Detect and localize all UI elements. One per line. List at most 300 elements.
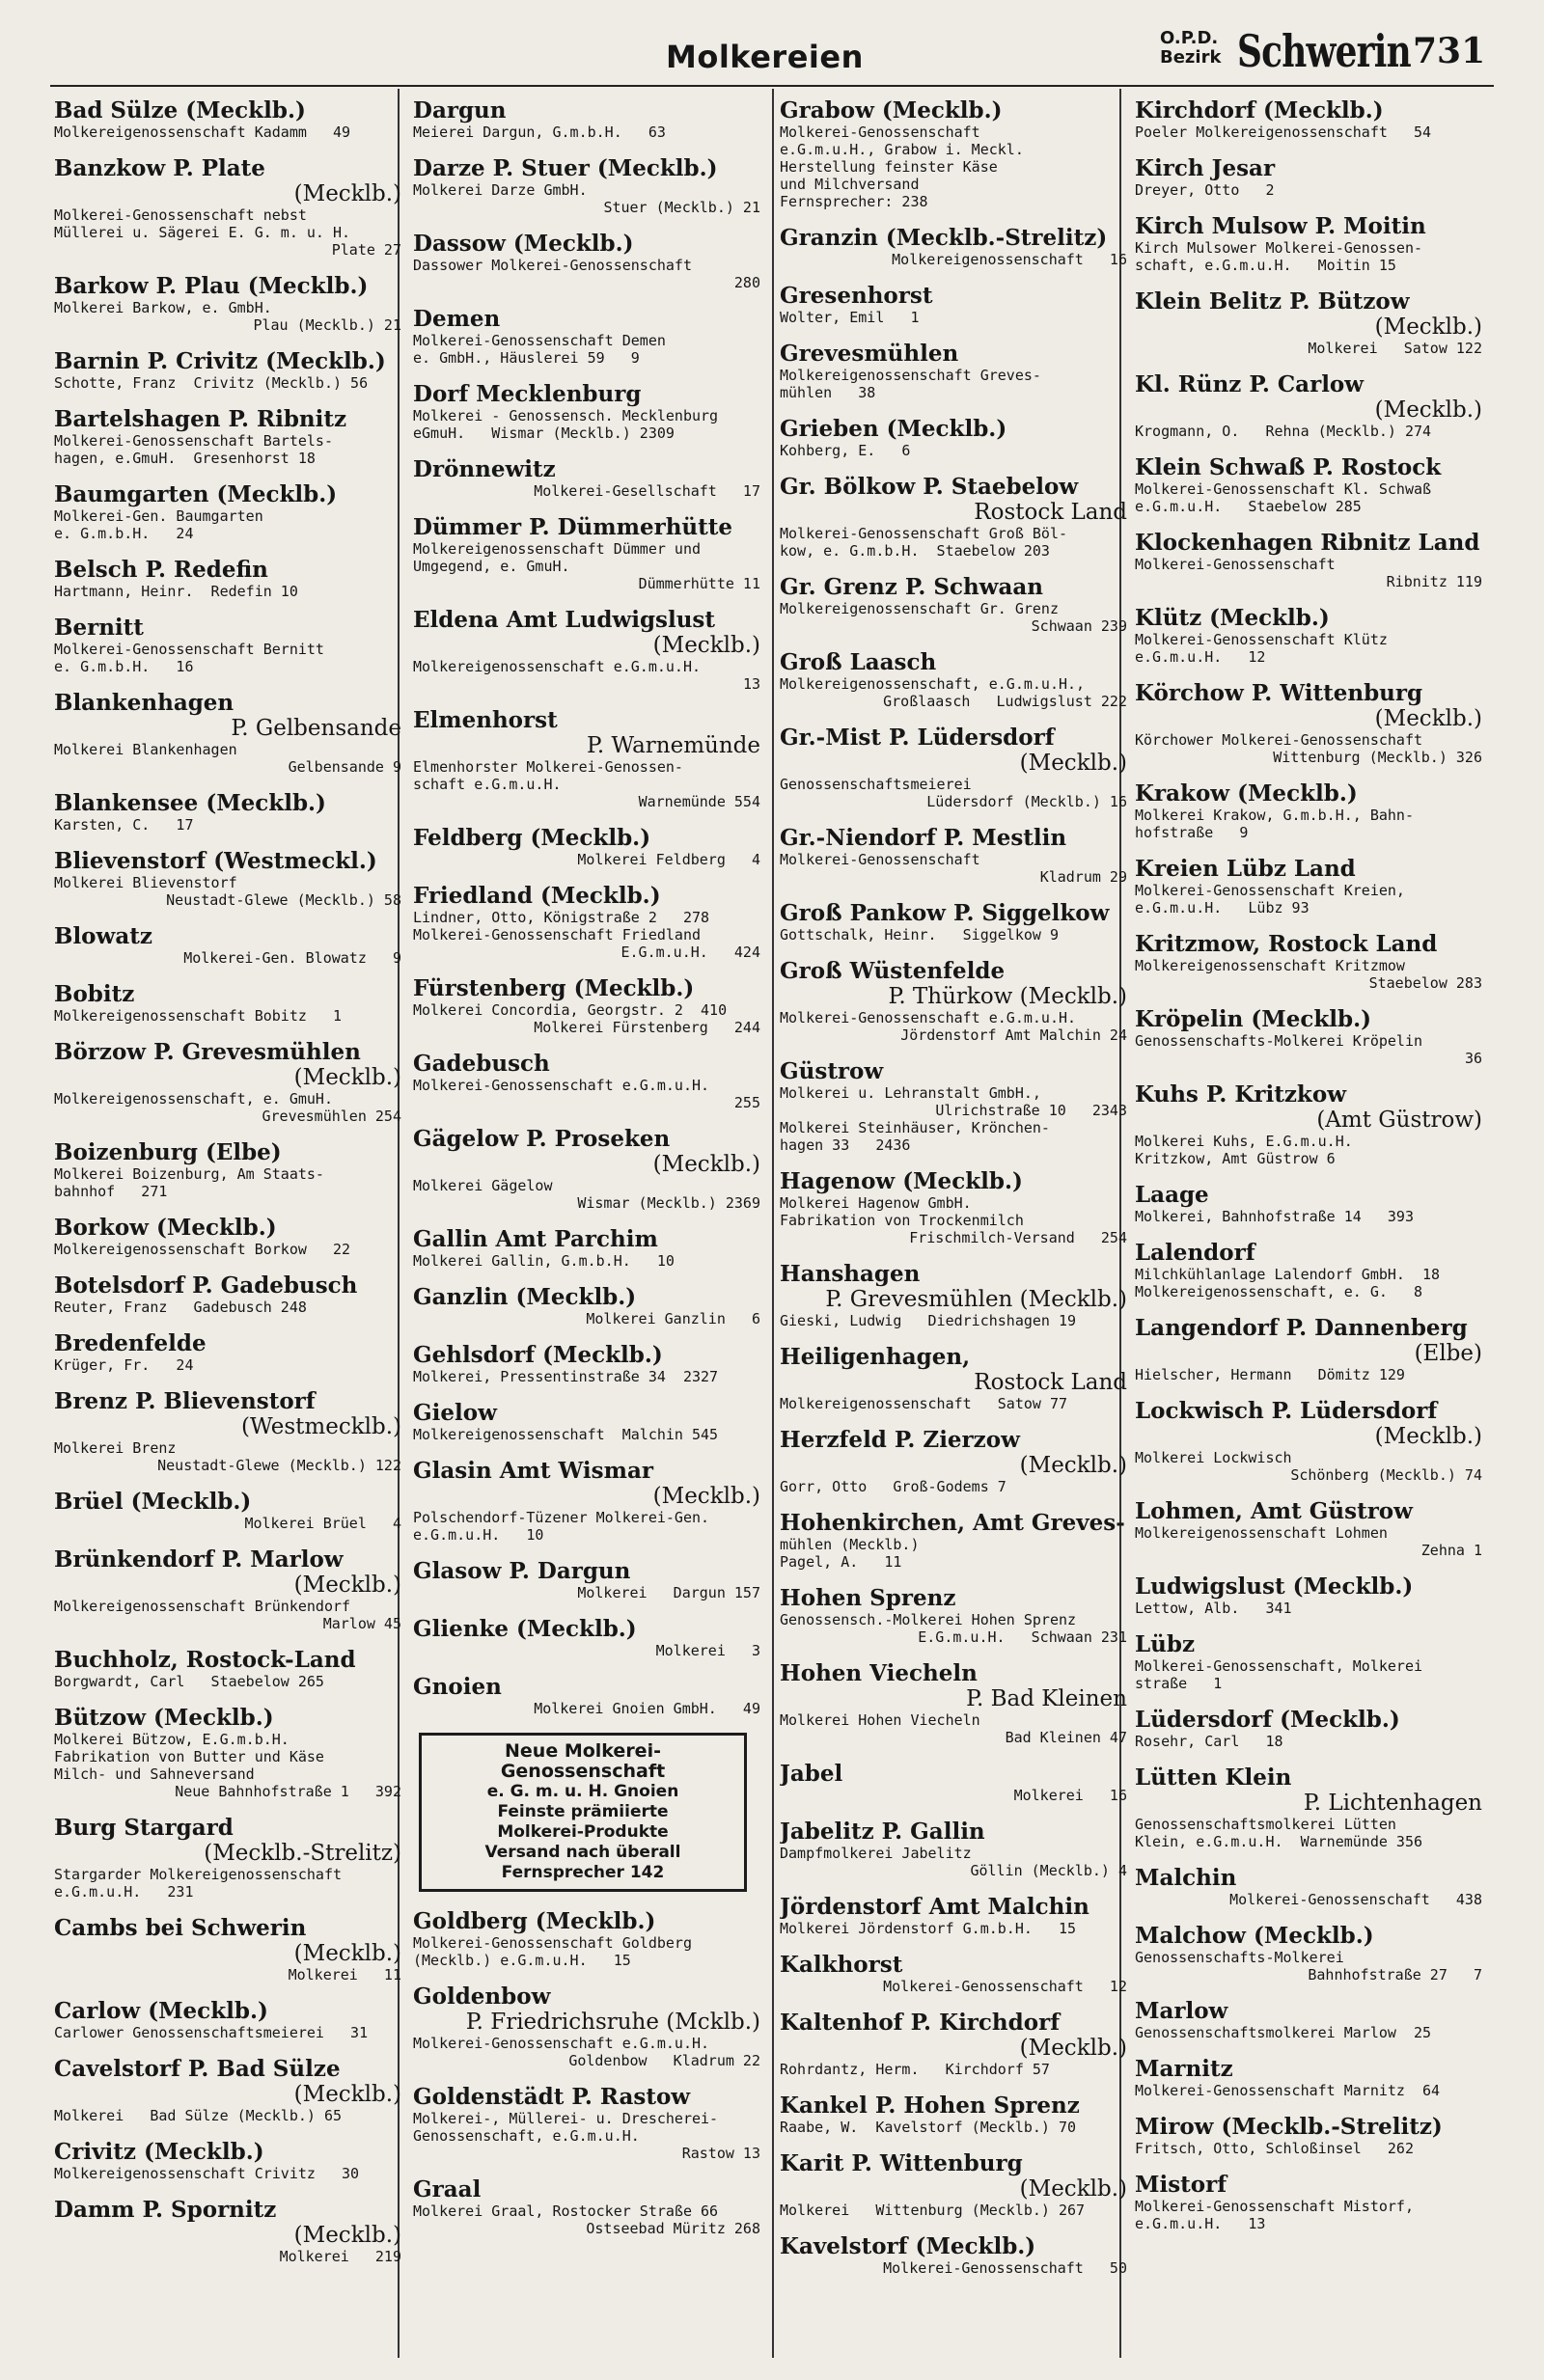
entry-line: hagen 33 2436 xyxy=(780,1136,911,1154)
directory-entry xyxy=(780,1345,1127,1412)
opd-label: O.P.D. xyxy=(1160,28,1219,48)
place-name: Hohen Viecheln xyxy=(780,1660,978,1686)
place-name: Klein Schwaß P. Rostock xyxy=(1135,454,1442,480)
directory-entry xyxy=(780,1059,1127,1154)
entry-line: Fabrikation von Butter und Käse xyxy=(54,1748,324,1765)
entry-line: Molkereigenossenschaft 16 xyxy=(892,251,1127,268)
directory-entry xyxy=(54,2140,401,2182)
place-name: Mirow (Mecklb.-Strelitz) xyxy=(1135,2114,1443,2140)
entry-line: bahnhof 271 xyxy=(54,1183,168,1200)
entry-line: Molkerei Jördenstorf G.m.b.H. 15 xyxy=(780,1920,1077,1937)
entry-line: schaft e.G.m.u.H. xyxy=(413,776,562,793)
place-name: Malchin xyxy=(1135,1865,1237,1891)
directory-entry xyxy=(54,156,401,259)
directory-entry xyxy=(1135,1241,1482,1300)
entry-line: mühlen 38 xyxy=(780,384,876,401)
place-name: Gr. Bölkow P. Staebelow xyxy=(780,474,1079,500)
place-name: Dassow (Mecklb.) xyxy=(413,231,634,257)
directory-entry xyxy=(413,156,760,216)
place-name: Mistorf xyxy=(1135,2172,1227,2198)
directory-entry xyxy=(413,457,760,500)
directory-entry xyxy=(780,2011,1127,2078)
entry-line: Krüger, Fr. 24 xyxy=(54,1356,194,1374)
directory-entry xyxy=(1135,156,1482,199)
entry-line: hagen, e.GmuH. Gresenhorst 18 xyxy=(54,450,316,467)
directory-entry xyxy=(54,1490,401,1532)
directory-entry xyxy=(780,342,1127,401)
entry-line: Hartmann, Heinr. Redefin 10 xyxy=(54,583,298,600)
place-name: Boizenburg (Elbe) xyxy=(54,1139,282,1165)
place-name: Bernitt xyxy=(54,615,144,641)
entry-line: Kladrum 29 xyxy=(1039,868,1127,886)
entry-line: Molkerei Brenz xyxy=(54,1439,177,1457)
entry-line: e.G.m.u.H. 10 xyxy=(413,1526,544,1544)
entry-line: Molkereigenossenschaft e.G.m.u.H. xyxy=(413,658,702,675)
entry-line: Molkerei-Genossenschaft Demen xyxy=(413,332,666,349)
entry-line: Karsten, C. 17 xyxy=(54,816,194,834)
place-name: Laage xyxy=(1135,1182,1209,1208)
entry-line: Kohberg, E. 6 xyxy=(780,442,911,459)
advertisement-line: Neue Molkerei-Genossenschaft xyxy=(500,1740,666,1782)
entry-line: (Mecklb.) xyxy=(293,2082,401,2107)
directory-entry xyxy=(780,1953,1127,1995)
place-name: Kalkhorst xyxy=(780,1952,903,1978)
entry-line: Molkereigenossenschaft Kritzmow xyxy=(1135,957,1405,974)
entry-line: mühlen (Mecklb.) xyxy=(780,1536,920,1553)
entry-line: e.G.m.u.H. 12 xyxy=(1135,648,1266,666)
entry-line: Neustadt-Glewe (Mecklb.) 58 xyxy=(166,891,401,909)
directory-entry xyxy=(54,1999,401,2041)
place-name: Blievenstorf (Westmeckl.) xyxy=(54,848,377,874)
directory-entry xyxy=(54,2057,401,2124)
entry-line: Molkerei Feldberg 4 xyxy=(577,851,760,868)
entry-line: kow, e. G.m.b.H. Staebelow 203 xyxy=(780,542,1050,560)
place-name: Kirch Mulsow P. Moitin xyxy=(1135,213,1426,239)
entry-line: Molkerei-Genossenschaft Bartels- xyxy=(54,432,333,450)
place-name: Kaltenhof P. Kirchdorf xyxy=(780,2010,1061,2036)
place-name: Eldena Amt Ludwigslust xyxy=(413,607,716,633)
directory-entry xyxy=(413,884,760,961)
entry-line: Molkerei Steinhäuser, Krönchen- xyxy=(780,1119,1050,1136)
place-name: Graal xyxy=(413,2176,482,2202)
entry-line: Wismar (Mecklb.) 2369 xyxy=(577,1194,760,1212)
entry-line: e.G.m.u.H., Grabow i. Meckl. xyxy=(780,141,1024,158)
place-name: Heiligenhagen, xyxy=(780,1344,971,1370)
directory-entry xyxy=(54,691,401,776)
place-name: Dümmer P. Dümmerhütte xyxy=(413,514,733,540)
entry-line: (Mecklb.) xyxy=(1019,751,1127,776)
entry-line: Krogmann, O. Rehna (Mecklb.) 274 xyxy=(1135,423,1432,440)
page-header xyxy=(0,0,1544,93)
place-name: Groß Pankow P. Siggelkow xyxy=(780,900,1110,926)
place-name: Hohenkirchen, Amt Greves- xyxy=(780,1510,1125,1536)
entry-line: 255 xyxy=(733,1094,760,1111)
place-name: Dorf Mecklenburg xyxy=(413,381,642,407)
entry-line: Molkerei-Genossenschaft Friedland xyxy=(413,926,702,944)
entry-line: e.G.m.u.H. 13 xyxy=(1135,2215,1266,2232)
entry-line: Stuer (Mecklb.) 21 xyxy=(603,199,760,216)
entry-line: (Mecklb.) xyxy=(1374,706,1482,731)
entry-line: (Mecklb.) xyxy=(1374,315,1482,340)
entry-line: Dampfmolkerei Jabelitz xyxy=(780,1845,972,1862)
entry-line: Pagel, A. 11 xyxy=(780,1553,902,1571)
entry-line: Genossenschafts-Molkerei Kröpelin xyxy=(1135,1032,1423,1050)
place-name: Kankel P. Hohen Sprenz xyxy=(780,2093,1080,2119)
entry-line: P. Bad Kleinen xyxy=(966,1686,1127,1711)
entry-line: Molkerei-Genossenschaft xyxy=(1135,556,1336,573)
entry-line: Molkerei-Genossenschaft, Molkerei xyxy=(1135,1657,1423,1675)
entry-line: straße 1 xyxy=(1135,1675,1223,1692)
place-name: Jabel xyxy=(780,1761,843,1787)
entry-line: Raabe, W. Kavelstorf (Mecklb.) 70 xyxy=(780,2119,1077,2136)
entry-line: e. G.m.b.H. 24 xyxy=(54,525,194,542)
directory-entry xyxy=(54,1916,401,1983)
entry-line: Bad Kleinen 47 xyxy=(1005,1729,1127,1746)
directory-entry xyxy=(780,1169,1127,1246)
place-name: Gresenhorst xyxy=(780,283,933,309)
entry-line: Molkerei 16 xyxy=(1013,1787,1127,1804)
directory-entry xyxy=(1135,857,1482,916)
directory-entry xyxy=(780,2093,1127,2136)
entry-line: Dümmerhütte 11 xyxy=(638,575,760,592)
entry-line: Molkereigenossenschaft, e.G.m.u.H., xyxy=(780,675,1086,693)
directory-entry xyxy=(1135,98,1482,141)
directory-entry xyxy=(1135,1007,1482,1067)
entry-line: (Mecklb.) xyxy=(293,1941,401,1966)
entry-line: Rosehr, Carl 18 xyxy=(1135,1733,1283,1750)
entry-line: Neustadt-Glewe (Mecklb.) 122 xyxy=(157,1457,401,1474)
entry-line: Genossenschaftsmolkerei Marlow 25 xyxy=(1135,2024,1432,2041)
entry-line: Molkerei-Genossenschaft Bernitt xyxy=(54,641,324,658)
entry-line: Meierei Dargun, G.m.b.H. 63 xyxy=(413,123,666,141)
directory-entry xyxy=(54,791,401,834)
entry-line: Lettow, Alb. 341 xyxy=(1135,1600,1292,1617)
advertisement-line: Molkerei-Produkte xyxy=(497,1822,669,1842)
directory-entry xyxy=(1135,289,1482,357)
place-name: Granzin (Mecklb.-Strelitz) xyxy=(780,225,1108,251)
place-name: Darze P. Stuer (Mecklb.) xyxy=(413,155,718,181)
place-name: Lüdersdorf (Mecklb.) xyxy=(1135,1707,1400,1733)
entry-line: Rostock Land xyxy=(974,1370,1127,1395)
entry-line: Milchkühlanlage Lalendorf GmbH. 18 xyxy=(1135,1266,1441,1283)
entry-line: Molkerei Kuhs, E.G.m.u.H. xyxy=(1135,1133,1353,1150)
entry-line: Gorr, Otto Groß-Godems 7 xyxy=(780,1478,1006,1495)
entry-line: Plau (Mecklb.) 21 xyxy=(253,316,401,334)
entry-line: 280 xyxy=(733,274,760,291)
entry-line: Molkerei-Genossenschaft Groß Böl- xyxy=(780,525,1068,542)
directory-entry xyxy=(54,1216,401,1258)
directory-entry xyxy=(1135,1574,1482,1617)
entry-line: Marlow 45 xyxy=(322,1615,401,1632)
entry-line: 36 xyxy=(1464,1050,1482,1067)
header-rule xyxy=(50,85,1494,87)
entry-line: Plate 27 xyxy=(331,241,401,259)
place-name: Cambs bei Schwerin xyxy=(54,1915,307,1941)
directory-entry xyxy=(54,924,401,967)
advertisement-line: Versand nach überall xyxy=(484,1843,681,1862)
entry-line: P. Lichtenhagen xyxy=(1303,1791,1482,1816)
directory-entry xyxy=(780,901,1127,944)
directory-entry xyxy=(54,482,401,542)
place-name: Hanshagen xyxy=(780,1261,921,1287)
directory-entry xyxy=(1135,1708,1482,1750)
entry-line: Molkerei 11 xyxy=(288,1966,401,1983)
advertisement-line: e. G. m. u. H. Gnoien xyxy=(486,1782,679,1801)
place-name: Blankenhagen xyxy=(54,690,234,716)
directory-entry xyxy=(54,2198,401,2265)
place-name: Glasin Amt Wismar xyxy=(413,1458,653,1484)
entry-line: Molkerei Darze GmbH. xyxy=(413,181,588,199)
directory-entry xyxy=(780,98,1127,210)
entry-line: Molkerei Hagenow GmbH. xyxy=(780,1194,972,1212)
directory-entry xyxy=(413,1909,760,1969)
place-name: Hagenow (Mecklb.) xyxy=(780,1168,1023,1194)
place-name: Blowatz xyxy=(54,923,152,949)
place-name: Kritzmow, Rostock Land xyxy=(1135,931,1438,957)
directory-entry xyxy=(1135,1399,1482,1484)
place-name: Barkow P. Plau (Mecklb.) xyxy=(54,273,369,299)
district-label xyxy=(1160,29,1221,68)
directory-entry xyxy=(54,98,401,141)
entry-line: Molkerei Gallin, G.m.b.H. 10 xyxy=(413,1252,675,1270)
entry-line: Molkerei-Genossenschaft Klütz xyxy=(1135,631,1388,648)
entry-line: e. GmbH., Häuslerei 59 9 xyxy=(413,349,640,367)
directory-entry xyxy=(54,407,401,467)
place-name: Bad Sülze (Mecklb.) xyxy=(54,98,306,123)
entry-line: Molkereigenossenschaft Brünkendorf xyxy=(54,1598,351,1615)
entry-line: (Mecklb.) xyxy=(293,2223,401,2248)
place-name: Bobitz xyxy=(54,981,135,1007)
directory-column-1 xyxy=(54,98,401,2367)
place-name: Kreien Lübz Land xyxy=(1135,856,1356,882)
directory-entry xyxy=(413,2177,760,2237)
entry-line: Molkerei-Genossenschaft Kl. Schwaß xyxy=(1135,480,1432,498)
directory-entry xyxy=(1135,531,1482,590)
directory-entry xyxy=(780,1586,1127,1646)
entry-line: Molkerei 219 xyxy=(279,2248,401,2265)
place-name: Jördenstorf Amt Malchin xyxy=(780,1894,1089,1920)
entry-line: Molkereigenossenschaft, e. GmuH. xyxy=(54,1090,333,1108)
directory-entry xyxy=(780,2234,1127,2277)
place-name: Burg Stargard xyxy=(54,1815,234,1841)
entry-line: Neue Bahnhofstraße 1 392 xyxy=(175,1783,401,1800)
directory-entry xyxy=(413,1127,760,1212)
advertisement-box xyxy=(419,1733,747,1892)
entry-line: Grevesmühlen 254 xyxy=(262,1108,401,1125)
place-name: Herzfeld P. Zierzow xyxy=(780,1427,1020,1453)
entry-line: Lüdersdorf (Mecklb.) 16 xyxy=(926,793,1127,810)
entry-line: (Mecklb.) xyxy=(652,633,760,658)
entry-line: Genossensch.-Molkerei Hohen Sprenz xyxy=(780,1611,1077,1628)
place-name: Borkow (Mecklb.) xyxy=(54,1215,277,1241)
entry-line: Umgegend, e. GmuH. xyxy=(413,558,570,575)
place-name: Demen xyxy=(413,306,501,332)
entry-line: (Amt Güstrow) xyxy=(1316,1108,1482,1133)
entry-line: Molkerei, Bahnhofstraße 14 393 xyxy=(1135,1208,1414,1225)
place-name: Ganzlin (Mecklb.) xyxy=(413,1284,637,1310)
place-name: Grevesmühlen xyxy=(780,341,959,367)
directory-entry xyxy=(780,725,1127,810)
entry-line: P. Grevesmühlen (Mecklb.) xyxy=(825,1287,1127,1312)
entry-line: Rastow 13 xyxy=(681,2145,760,2162)
entry-line: Reuter, Franz Gadebusch 248 xyxy=(54,1299,307,1316)
entry-line: Gieski, Ludwig Diedrichshagen 19 xyxy=(780,1312,1077,1329)
directory-entry xyxy=(54,1547,401,1632)
entry-line: Gottschalk, Heinr. Siggelkow 9 xyxy=(780,926,1059,944)
directory-entry xyxy=(780,417,1127,459)
entry-line: Herstellung feinster Käse xyxy=(780,158,998,176)
place-name: Damm P. Spornitz xyxy=(54,2197,277,2223)
place-name: Brenz P. Blievenstorf xyxy=(54,1388,316,1414)
entry-line: Genossenschaft, e.G.m.u.H. xyxy=(413,2127,640,2145)
advertisement-line: Feinste prämiierte xyxy=(497,1802,669,1821)
entry-line: Hielscher, Hermann Dömitz 129 xyxy=(1135,1366,1405,1383)
place-name: Kirchdorf (Mecklb.) xyxy=(1135,98,1384,123)
directory-entry xyxy=(413,98,760,141)
directory-entry xyxy=(413,1227,760,1270)
entry-line: Molkerei 3 xyxy=(655,1642,760,1659)
place-name: Klütz (Mecklb.) xyxy=(1135,605,1330,631)
place-name: Fürstenberg (Mecklb.) xyxy=(413,975,695,1001)
entry-line: Molkerei-Genossenschaft 438 xyxy=(1229,1891,1482,1908)
entry-line: Molkereigenossenschaft Greves- xyxy=(780,367,1041,384)
entry-line: Molkerei Blankenhagen xyxy=(54,741,237,758)
entry-line: Genossenschaftsmeierei xyxy=(780,776,972,793)
bezirk-label: Bezirk xyxy=(1160,47,1222,68)
directory-entry xyxy=(780,226,1127,268)
place-name: Brünkendorf P. Marlow xyxy=(54,1546,344,1573)
entry-line: Rohrdantz, Herm. Kirchdorf 57 xyxy=(780,2061,1050,2078)
directory-entry xyxy=(54,1816,401,1901)
directory-entry xyxy=(413,2085,760,2162)
place-name: Grabow (Mecklb.) xyxy=(780,98,1003,123)
entry-line: Molkerei Fürstenberg 244 xyxy=(534,1019,760,1036)
section-title: Molkereien xyxy=(666,39,864,75)
entry-line: Molkerei Wittenburg (Mecklb.) 267 xyxy=(780,2202,1086,2219)
directory-entry xyxy=(1135,455,1482,515)
entry-line: Kritzkow, Amt Güstrow 6 xyxy=(1135,1150,1336,1167)
place-name: Grieben (Mecklb.) xyxy=(780,416,1007,442)
entry-line: Poeler Molkereigenossenschaft 54 xyxy=(1135,123,1432,141)
directory-entry xyxy=(1135,1765,1482,1850)
directory-entry xyxy=(1135,1082,1482,1167)
place-name: Glienke (Mecklb.) xyxy=(413,1616,637,1642)
directory-entry xyxy=(413,1052,760,1111)
entry-line: Fernsprecher: 238 xyxy=(780,193,928,210)
entry-line: Molkerei Gnoien GmbH. 49 xyxy=(534,1700,760,1717)
place-name: Barnin P. Crivitz (Mecklb.) xyxy=(54,348,386,374)
entry-line: Göllin (Mecklb.) 4 xyxy=(970,1862,1127,1879)
entry-line: Molkereigenossenschaft Bobitz 1 xyxy=(54,1007,343,1025)
directory-entry xyxy=(780,959,1127,1044)
entry-line: (Mecklb.) xyxy=(1374,397,1482,423)
entry-line: Müllerei u. Sägerei E. G. m. u. H. xyxy=(54,224,351,241)
entry-line: Milch- und Sahneversand xyxy=(54,1765,255,1783)
entry-line: Molkereigenossenschaft Dümmer und xyxy=(413,540,702,558)
entry-line: Wittenburg (Mecklb.) 326 xyxy=(1273,749,1482,766)
entry-line: Molkerei, Pressentinstraße 34 2327 xyxy=(413,1368,719,1385)
entry-line: e.G.m.u.H. Lübz 93 xyxy=(1135,899,1310,916)
entry-line: (Mecklb.) e.G.m.u.H. 15 xyxy=(413,1952,631,1969)
entry-line: Molkerei u. Lehranstalt GmbH., xyxy=(780,1084,1041,1102)
directory-entry xyxy=(780,1895,1127,1937)
entry-line: Molkerei Concordia, Georgstr. 2 410 xyxy=(413,1001,728,1019)
directory-entry xyxy=(54,1273,401,1316)
directory-entry xyxy=(1135,681,1482,766)
entry-line: Dassower Molkerei-Genossenschaft xyxy=(413,257,692,274)
directory-entry xyxy=(54,1706,401,1800)
place-name: Glasow P. Dargun xyxy=(413,1558,631,1584)
directory-entry xyxy=(413,1459,760,1544)
entry-line: Ulrichstraße 10 2343 xyxy=(935,1102,1127,1119)
entry-line: Molkerei Gägelow xyxy=(413,1177,553,1194)
entry-line: (Mecklb.) xyxy=(293,1065,401,1090)
entry-line: und Milchversand xyxy=(780,176,920,193)
place-name: Lalendorf xyxy=(1135,1240,1255,1266)
entry-line: Molkereigenossenschaft Gr. Grenz xyxy=(780,600,1059,617)
entry-line: Polschendorf-Tüzener Molkerei-Gen. xyxy=(413,1509,710,1526)
place-name: Kavelstorf (Mecklb.) xyxy=(780,2233,1036,2259)
entry-line: Molkerei-Genossenschaft 12 xyxy=(883,1978,1127,1995)
entry-line: P. Gelbensande xyxy=(231,716,401,741)
directory-entry xyxy=(780,1819,1127,1879)
entry-line: Lindner, Otto, Königstraße 2 278 xyxy=(413,909,710,926)
directory-column-4 xyxy=(1135,98,1482,2367)
entry-line: Jördenstorf Amt Malchin 24 xyxy=(900,1026,1127,1044)
entry-line: Staebelow 283 xyxy=(1368,974,1482,992)
directory-entry xyxy=(413,826,760,868)
directory-entry xyxy=(1135,1866,1482,1908)
entry-line: Molkerei Boizenburg, Am Staats- xyxy=(54,1165,324,1183)
entry-line: Molkerei Krakow, G.m.b.H., Bahn- xyxy=(1135,807,1414,824)
directory-entry xyxy=(413,1285,760,1327)
entry-line: (Westmecklb.) xyxy=(241,1414,401,1439)
directory-entry xyxy=(780,1511,1127,1571)
place-name: Dargun xyxy=(413,98,507,123)
entry-line: Molkereigenossenschaft Satow 77 xyxy=(780,1395,1068,1412)
place-name: Bredenfelde xyxy=(54,1330,207,1356)
entry-line: P. Thürkow (Mecklb.) xyxy=(888,984,1127,1009)
directory-entry xyxy=(1135,1924,1482,1983)
entry-line: Bahnhofstraße 27 7 xyxy=(1308,1966,1482,1983)
place-name: Bützow (Mecklb.) xyxy=(54,1705,274,1731)
directory-entry xyxy=(413,1984,760,2069)
directory-entry xyxy=(780,650,1127,710)
advertisement-line: Fernsprecher 142 xyxy=(501,1863,665,1882)
place-name: Gehlsdorf (Mecklb.) xyxy=(413,1342,663,1368)
directory-entry xyxy=(780,826,1127,886)
directory-entry xyxy=(1135,1183,1482,1225)
entry-line: Molkereigenossenschaft Borkow 22 xyxy=(54,1241,351,1258)
entry-line: Rostock Land xyxy=(974,500,1127,525)
directory-entry xyxy=(1135,2057,1482,2099)
column-divider xyxy=(772,89,774,2358)
directory-entry xyxy=(54,849,401,909)
place-name: Güstrow xyxy=(780,1058,884,1084)
entry-line: Molkerei Satow 122 xyxy=(1308,340,1482,357)
directory-entry xyxy=(54,558,401,600)
directory-entry xyxy=(413,1617,760,1659)
entry-line: schaft, e.G.m.u.H. Moitin 15 xyxy=(1135,257,1396,274)
directory-entry xyxy=(54,349,401,392)
entry-line: (Mecklb.) xyxy=(652,1484,760,1509)
place-name: Cavelstorf P. Bad Sülze xyxy=(54,2056,341,2082)
entry-line: P. Friedrichsruhe (Mcklb.) xyxy=(465,2010,760,2035)
directory-entry xyxy=(1135,1632,1482,1692)
place-name: Gägelow P. Proseken xyxy=(413,1126,671,1152)
entry-line: Molkerei-Genossenschaft e.G.m.u.H. xyxy=(780,1009,1077,1026)
entry-line: Genossenschaftsmolkerei Lütten xyxy=(1135,1816,1396,1833)
